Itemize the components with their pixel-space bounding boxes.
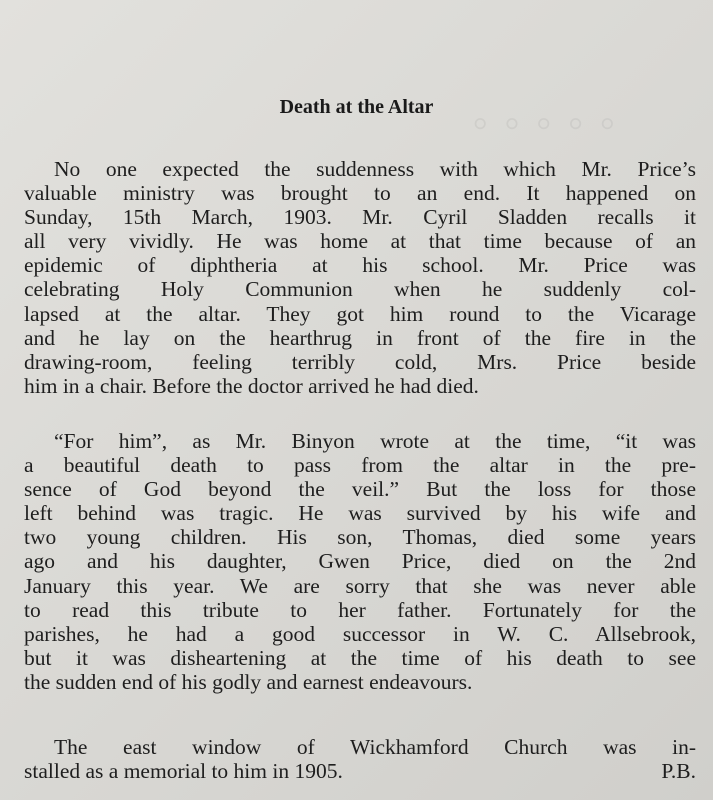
text-line: “For him”, as Mr. Binyon wrote at the time, “it was bbox=[54, 429, 696, 453]
text-line: to read this tribute to her father. Fortunately for the bbox=[24, 597, 696, 622]
text-line: left behind was tragic. He was survived by his wife and bbox=[24, 501, 696, 526]
text-line: but it was disheartening at the time of his death to see bbox=[24, 645, 696, 670]
text-line: lapsed at the altar. They got him round to the Vicarage bbox=[24, 301, 696, 326]
text-line: him in a chair. Before the doctor arrived he had died. bbox=[24, 373, 479, 398]
article-title: Death at the Altar bbox=[279, 96, 434, 118]
article-paragraph-3 bbox=[24, 735, 696, 783]
text-line: drawing-room, feeling terribly cold, Mrs. Price beside bbox=[24, 349, 696, 374]
text-line: two young children. His son, Thomas, died some years bbox=[24, 525, 696, 550]
text-line: celebrating Holy Communion when he suddenly col- bbox=[24, 277, 696, 302]
text-line: parishes, he had a good successor in W. C. Allsebrook, bbox=[24, 621, 696, 646]
article-paragraph-1 bbox=[24, 157, 696, 398]
closing-line bbox=[24, 759, 696, 783]
text-line: the sudden end of his godly and earnest endeavours. bbox=[24, 669, 473, 694]
text-line: and he lay on the hearthrug in front of the fire in the bbox=[24, 325, 696, 350]
text-line: stalled as a memorial to him in 1905. bbox=[24, 759, 343, 784]
text-line: The east window of Wickhamford Church was in- bbox=[54, 735, 696, 759]
author-initials: P.B. bbox=[661, 759, 696, 784]
text-line: No one expected the suddenness with which Mr. Price’s bbox=[54, 157, 696, 181]
text-line: epidemic of diphtheria at his school. Mr. Price was bbox=[24, 253, 696, 278]
text-line: January this year. We are sorry that she was never able bbox=[24, 573, 696, 598]
text-line: sence of God beyond the veil.” But the loss for those bbox=[24, 477, 696, 502]
text-line: all very vividly. He was home at that time because of an bbox=[24, 229, 696, 254]
text-line: Sunday, 15th March, 1903. Mr. Cyril Sladden recalls it bbox=[24, 205, 696, 230]
text-line: ago and his daughter, Gwen Price, died on the 2nd bbox=[24, 549, 696, 574]
text-line: a beautiful death to pass from the altar in the pre- bbox=[24, 453, 696, 478]
reverse-page-show-through: ◦ ◦ ◦ ◦ ◦ bbox=[470, 97, 616, 148]
text-line: valuable ministry was brought to an end. It happened on bbox=[24, 181, 696, 206]
article-paragraph-2 bbox=[24, 429, 696, 694]
